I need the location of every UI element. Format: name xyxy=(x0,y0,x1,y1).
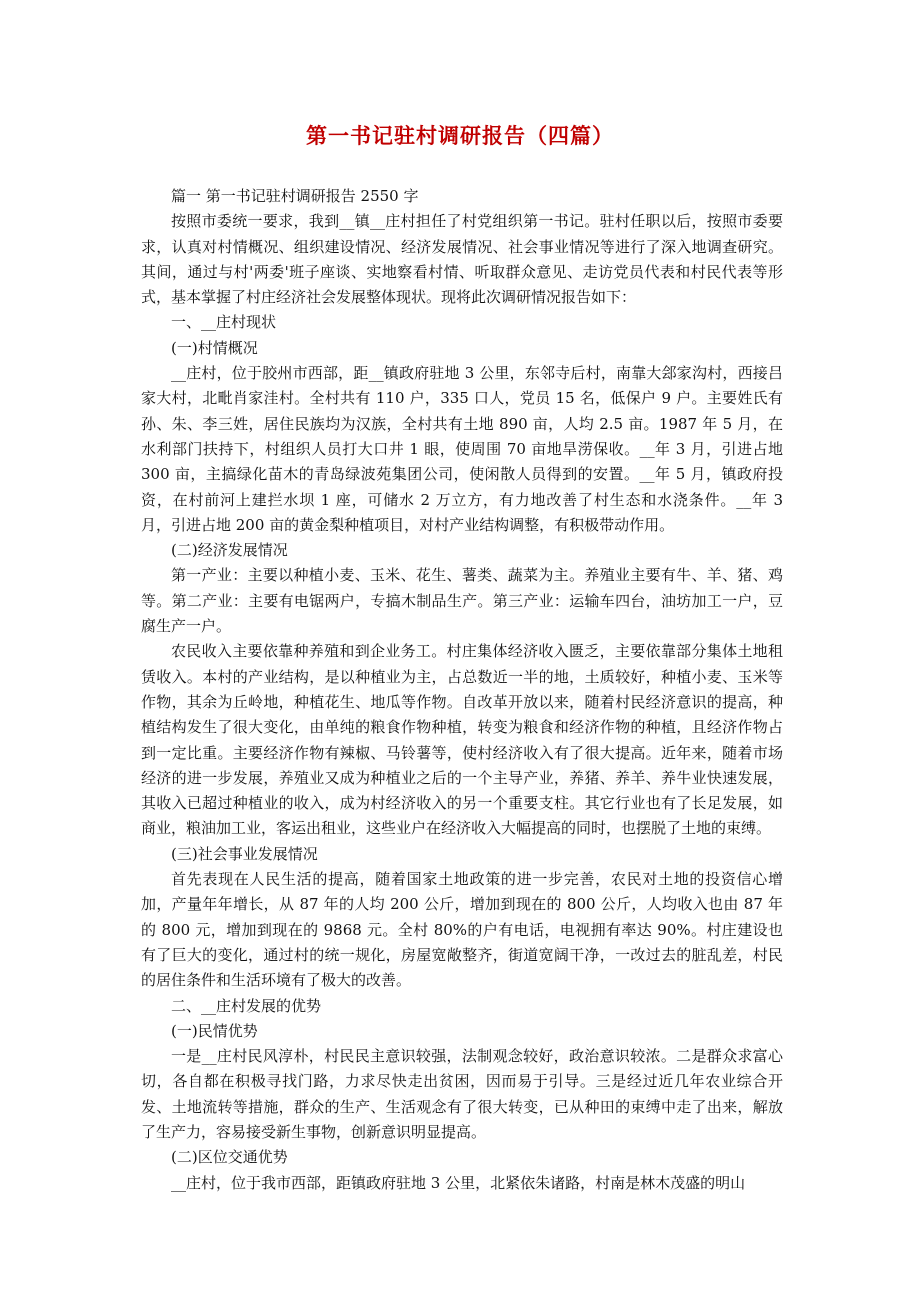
paragraph: __庄村，位于胶州市西部，距__镇政府驻地 3 公里，东邻寺后村，南靠大郐家沟村，西接吕家大村，北毗肖家洼村。全村共有 110 户，335 口人，党员 15 名，低保户 9 户。主要姓氏有孙、朱、李三姓，居住民族均为汉族，全村共有土地 890 亩，人均 2.5 亩。1987 年 5 月，在水利部门扶持下，村组织人员打大口井 1 眼，使周围 70 亩地旱涝保收。__年 3 月，引进占地 300 亩，主搞绿化苗木的青岛绿波苑集团公司，使闲散人员得到的安置。__年 5 月，镇政府投资，在村前河上建拦水坝 1 座，可储水 2 万立方，有力地改善了村生态和水浇条件。__年 3 月，引进占地 200 亩的黄金梨种植项目，对村产业结构调整，有积极带动作用。 xyxy=(141,364,783,534)
document-body xyxy=(141,184,783,1196)
section-heading: 篇一 第一书记驻村调研报告 2550 字 xyxy=(171,187,419,205)
paragraph: 第一产业：主要以种植小麦、玉米、花生、薯类、蔬菜为主。养殖业主要有牛、羊、猪、鸡等。第二产业：主要有电锯两户，专搞木制品生产。第三产业：运输车四台，油坊加工一户，豆腐生产一户。 xyxy=(141,566,783,636)
section-heading: 一、__庄村现状 xyxy=(171,313,277,332)
section-heading: 二、__庄村发展的优势 xyxy=(171,996,322,1015)
subsection-heading: (一)民情优势 xyxy=(171,1021,258,1040)
document-title: 第一书记驻村调研报告（四篇） xyxy=(306,123,614,148)
paragraph: __庄村，位于我市西部，距镇政府驻地 3 公里，北紧依朱诸路，村南是林木茂盛的明山 xyxy=(171,1173,746,1192)
subsection-heading: (二)区位交通优势 xyxy=(171,1148,288,1167)
paragraph: 按照市委统一要求，我到__镇__庄村担任了村党组织第一书记。驻村任职以后，按照市委要求，认真对村情概况、组织建设情况、经济发展情况、社会事业情况等进行了深入地调查研究。其间，通过与村'两委'班子座谈、实地察看村情、听取群众意见、走访党员代表和村民代表等形式，基本掌握了村庄经济社会发展整体现状。现将此次调研情况报告如下： xyxy=(141,212,783,307)
subsection-heading: (二)经济发展情况 xyxy=(171,541,288,560)
subsection-heading: (三)社会事业发展情况 xyxy=(171,844,318,863)
paragraph: 农民收入主要依靠种养殖和到企业务工。村庄集体经济收入匮乏，主要依靠部分集体土地租赁收入。本村的产业结构，是以种植业为主，占总数近一半的地，土质较好，种植小麦、玉米等作物，其余为丘岭地，种植花生、地瓜等作物。自改革开放以来，随着村民经济意识的提高，种植结构发生了很大变化，由单纯的粮食作物种植，转变为粮食和经济作物的种植，且经济作物占到一定比重。主要经济作物有辣椒、马铃薯等，使村经济收入有了很大提高。近年来，随着市场经济的进一步发展，养殖业又成为种植业之后的一个主导产业，养猪、养羊、养牛业快速发展，其收入已超过种植业的收入，成为村经济收入的另一个重要支柱。其它行业也有了长足发展，如商业，粮油加工业，客运出租业，这些业户在经济收入大幅提高的同时，也摆脱了土地的束缚。 xyxy=(141,642,783,838)
paragraph: 一是__庄村民风淳朴，村民民主意识较强，法制观念较好，政治意识较浓。二是群众求富心切，各自都在积极寻找门路，力求尽快走出贫困，因而易于引导。三是经过近几年农业综合开发、土地流转等措施，群众的生产、生活观念有了很大转变，已从种田的束缚中走了出来，解放了生产力，容易接受新生事物，创新意识明显提高。 xyxy=(141,1047,783,1141)
subsection-heading: (一)村情概况 xyxy=(171,338,258,357)
paragraph: 首先表现在人民生活的提高，随着国家土地政策的进一步完善，农民对土地的投资信心增加，产量年年增长，从 87 年的人均 200 公斤，增加到现在的 800 公斤，人均收入也由 87 年的 800 元，增加到现在的 9868 元。全村 80%的户有电话，电视拥有率达 90%。村庄建设也有了巨大的变化，通过村的统一规化，房屋宽敞整齐，街道宽阔干净，一改过去的脏乱差，村民的居住条件和生活环境有了极大的改善。 xyxy=(141,870,783,990)
